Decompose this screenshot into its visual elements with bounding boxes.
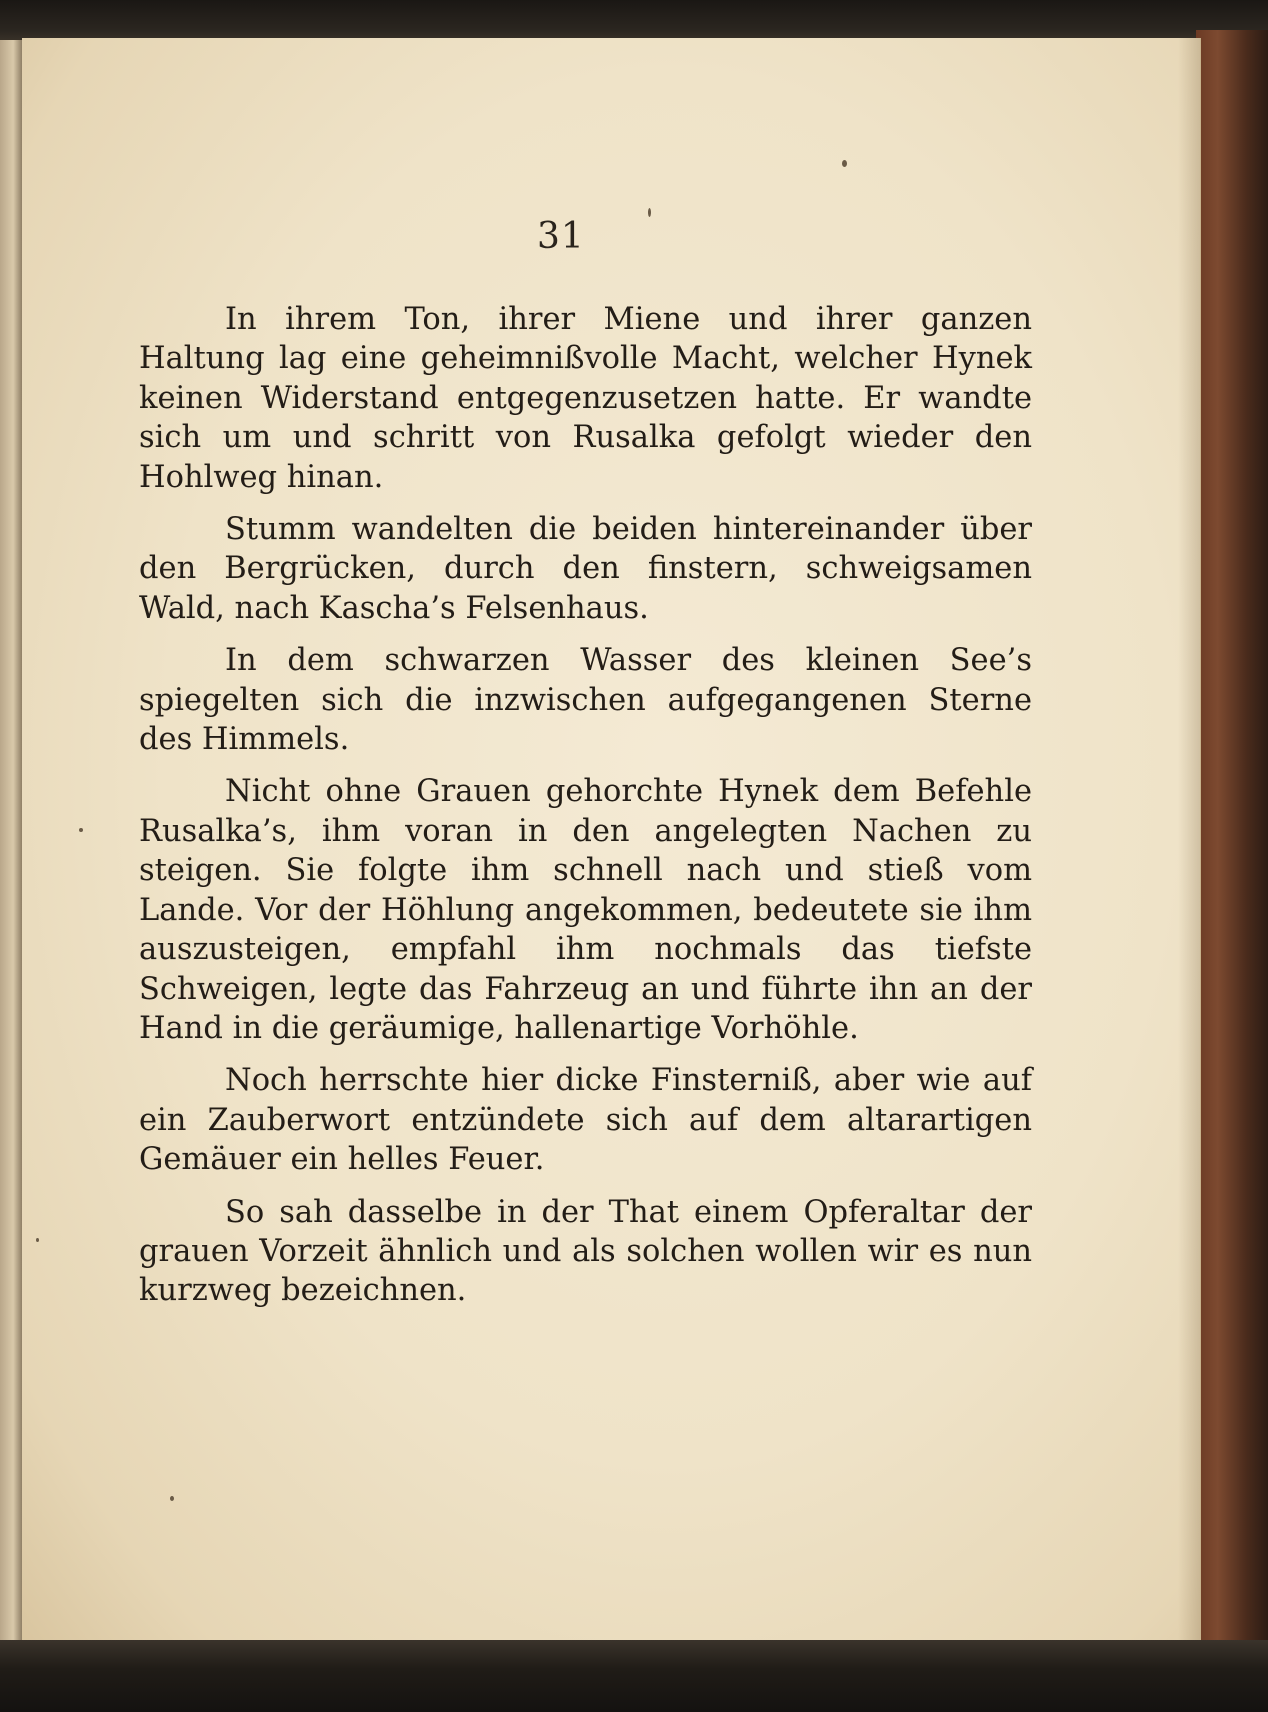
paper-speck — [36, 1238, 39, 1242]
paper-speck — [170, 1496, 174, 1501]
body-text — [139, 300, 1032, 1324]
paragraph: Noch herrschte hier dicke Finsterniß, aber wie auf ein Zauberwort entzündete sich auf dem altarartigen Gemäuer ein helles Feuer. — [139, 1063, 1032, 1178]
book-cover-edge — [1196, 30, 1268, 1690]
book-page — [22, 38, 1201, 1660]
paper-speck — [842, 160, 847, 167]
paper-speck — [79, 828, 83, 832]
paragraph: So sah dasselbe in der That einem Opferaltar der grauen Vorzeit ähnlich und als solchen wollen wir es nun kurzweg bezeichnen. — [139, 1194, 1032, 1309]
scan-bottom-edge — [0, 1640, 1268, 1712]
page-edge-shadow — [1178, 38, 1200, 1660]
paragraph: Nicht ohne Grauen gehorchte Hynek dem Befehle Rusalka’s, ihm voran in den angelegten Nachen zu steigen. Sie folgte ihm schnell nach und stieß vom Lande. Vor der Höhlung angekommen, bedeutete sie ihm auszusteigen, empfahl ihm nochmals das tiefste Schweigen, legte das Fahrzeug an und führte ihn an der Hand in die geräumige, hallenartige Vorhöhle. — [139, 774, 1032, 1046]
paragraph: In ihrem Ton, ihrer Miene und ihrer ganzen Haltung lag eine geheimnißvolle Macht, welcher Hynek keinen Widerstand entgegenzusetzen hatte. Er wandte sich um und schritt von Rusalka gefolgt wieder den Hohlweg hinan. — [139, 302, 1032, 495]
paper-speck — [648, 208, 651, 217]
facing-page-edge — [0, 40, 22, 1640]
paragraph: In dem schwarzen Wasser des kleinen See’s spiegelten sich die inzwischen aufgegangenen Sterne des Himmels. — [139, 643, 1032, 758]
paragraph: Stumm wandelten die beiden hintereinander über den Bergrücken, durch den finstern, schweigsamen Wald, nach Kascha’s Felsenhaus. — [139, 512, 1032, 626]
page-number: 31 — [537, 216, 585, 257]
